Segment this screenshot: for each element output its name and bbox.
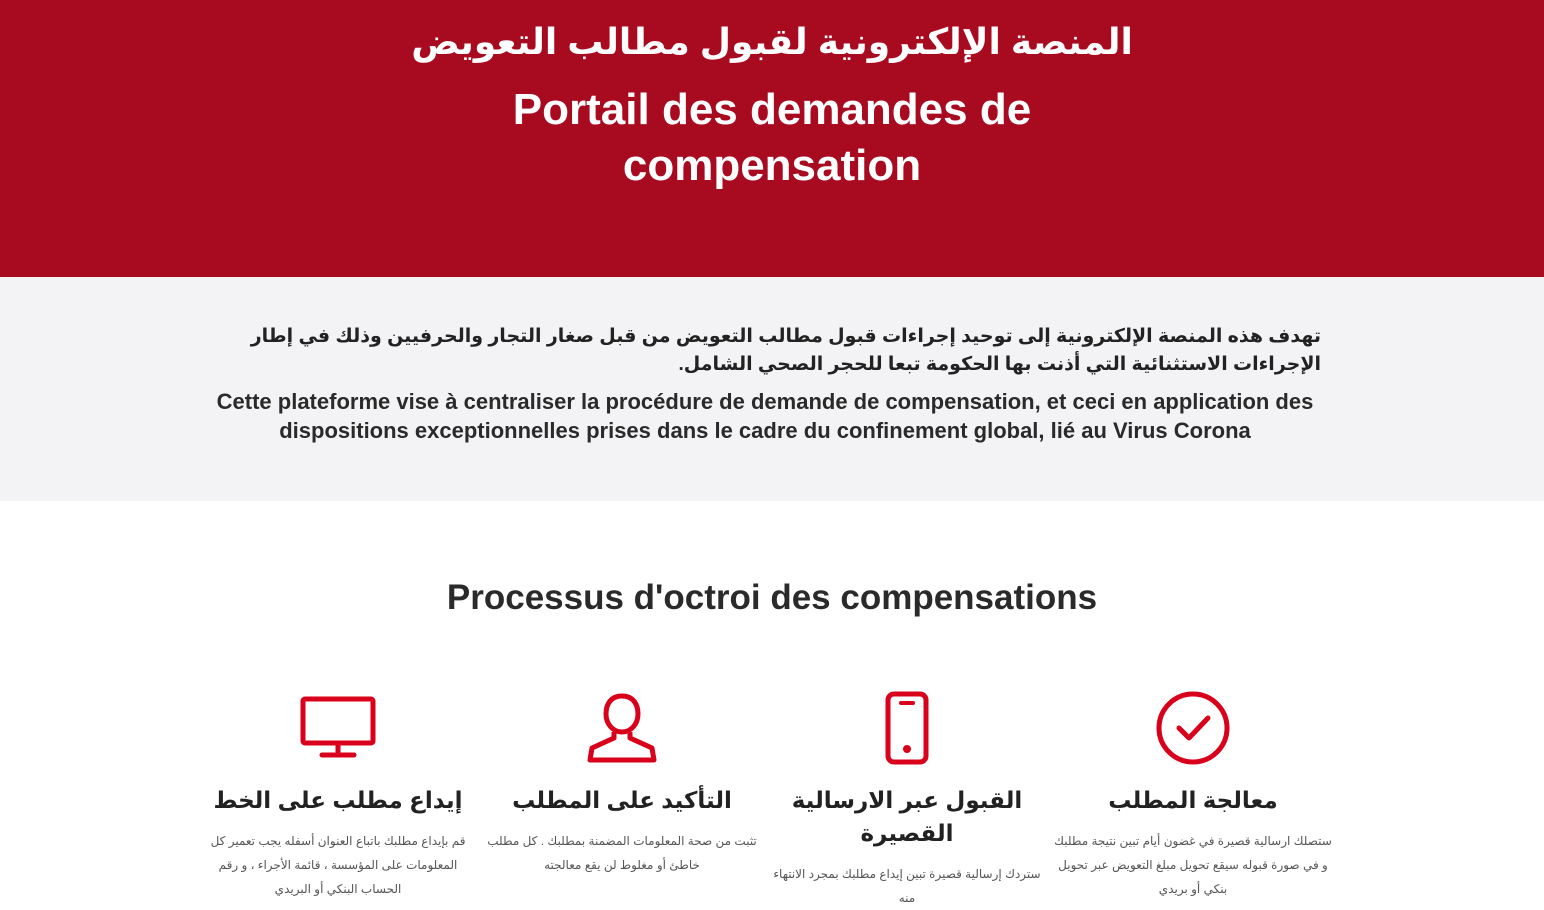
check-circle-icon	[1053, 690, 1333, 766]
hero-title-french: Portail des demandes de compensation	[512, 85, 1032, 190]
step-description: قم بإيداع مطلبك باتباع العنوان أسفله يجب تعمير كل المعلومات على المؤسسة ، قائمة الأجراء ، و رقم الحساب البنكي أو البريدي	[210, 834, 466, 896]
step-description: ستردك إرسالية قصيرة تبين إيداع مطلبك بمجرد الانتهاء منه	[773, 867, 1041, 905]
process-step-request-processing	[1053, 690, 1333, 901]
user-icon	[482, 690, 762, 766]
step-title: التأكيد على المطلب	[512, 787, 732, 813]
step-title: إيداع مطلب على الخط	[213, 787, 463, 813]
step-description: تثبت من صحة المعلومات المضمنة بمطلبك . كل مطلب خاطئ أو مغلوط لن يقع معالجته	[487, 834, 757, 872]
monitor-icon	[198, 690, 478, 766]
intro-text-french: Cette plateforme vise à centraliser la procédure de demande de compensation, et ceci en application des dispositions exceptionnelles prises dans le cadre du confinement global, lié au Virus Corona	[216, 389, 1314, 443]
step-description: ستصلك ارسالية قصيرة في غضون أيام تبين نتيجة مطلبك و في صورة قبوله سيقع تحويل مبلغ التعويض عبر تحويل بنكي أو بريدي	[1054, 834, 1332, 896]
process-section-title: Processus d'octroi des compensations	[446, 578, 1098, 617]
hero-banner	[0, 0, 1544, 277]
intro-text-arabic: تهدف هذه المنصة الإلكترونية إلى توحيد إجراءات قبول مطالب التعويض من قبل صغار التجار والحرفيين وذلك في إطار الإجراءات الاستثنائية التي أذنت بها الحكومة تبعا للحجر الصحي الشامل.	[250, 326, 1321, 375]
step-title: القبول عبر الارسالية القصيرة	[791, 787, 1023, 846]
mobile-phone-icon	[767, 690, 1047, 766]
process-step-online-submission	[198, 690, 478, 901]
intro-section	[0, 277, 1544, 501]
hero-title-arabic: المنصة الإلكترونية لقبول مطالب التعويض	[411, 21, 1133, 62]
process-step-confirmation	[482, 690, 762, 877]
process-step-sms-acceptance	[767, 690, 1047, 910]
step-title: معالجة المطلب	[1108, 787, 1278, 813]
